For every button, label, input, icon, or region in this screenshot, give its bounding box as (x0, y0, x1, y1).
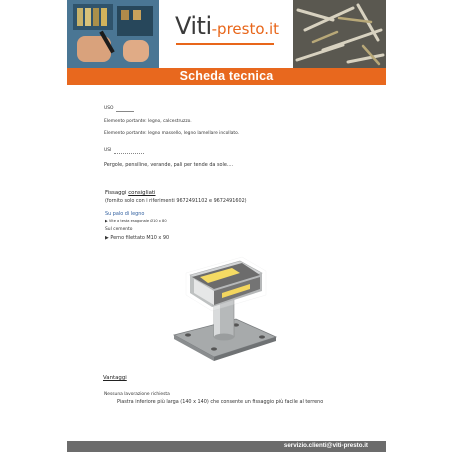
usi-underline (114, 153, 144, 154)
header-photo-screws (293, 0, 386, 68)
footer-bar (67, 441, 386, 452)
logo-accent-text: -presto.it (211, 20, 280, 38)
section-label-usi: USI (104, 148, 112, 153)
uso-underline (116, 111, 134, 112)
fixings-wood-label: Su palo di legno (105, 211, 145, 217)
advantages-line-2: Piastra inferiore più larga (140 x 140) che consente un fissaggio più facile al terreno (117, 399, 324, 405)
fixings-subtitle: (fornito solo con i riferimenti 9672491102 e 9672491602) (105, 198, 247, 204)
logo-main-text: Viti (175, 12, 212, 40)
advantages-title: Vantaggi (103, 375, 127, 381)
title-banner (67, 68, 386, 85)
advantages-line-1: Nessuna lavorazione richiesta (104, 392, 170, 397)
fixings-title-prefix: Fissaggi (105, 190, 129, 196)
section-label-uso: USO (104, 106, 114, 111)
uso-line-2: Elemento portante: legno massello, legno lamellare incollato. (104, 131, 240, 136)
fixings-title-underlined: consigliati (128, 190, 156, 196)
product-image (170, 253, 280, 371)
fixings-title (105, 190, 156, 196)
usi-text: Pergole, pensiline, verande, pali per tende da sole.... (104, 162, 234, 168)
brand-logo[interactable] (175, 12, 279, 40)
logo-underline (176, 43, 274, 45)
uso-line-1: Elemento portante: legno, calcestruzzo. (104, 119, 192, 124)
fixings-concrete-item: ▶ Perno filettato M10 x 90 (105, 235, 170, 241)
page-title: Scheda tecnica (179, 69, 274, 83)
fixings-wood-item: ▶ Vite a testa esagonale Ø10 x 80 (105, 219, 167, 223)
header-photo-tools (67, 0, 159, 68)
fixings-concrete-label: Sul cemento (105, 227, 133, 232)
footer-email-link[interactable]: servizio.clienti@viti-presto.it (283, 442, 368, 449)
